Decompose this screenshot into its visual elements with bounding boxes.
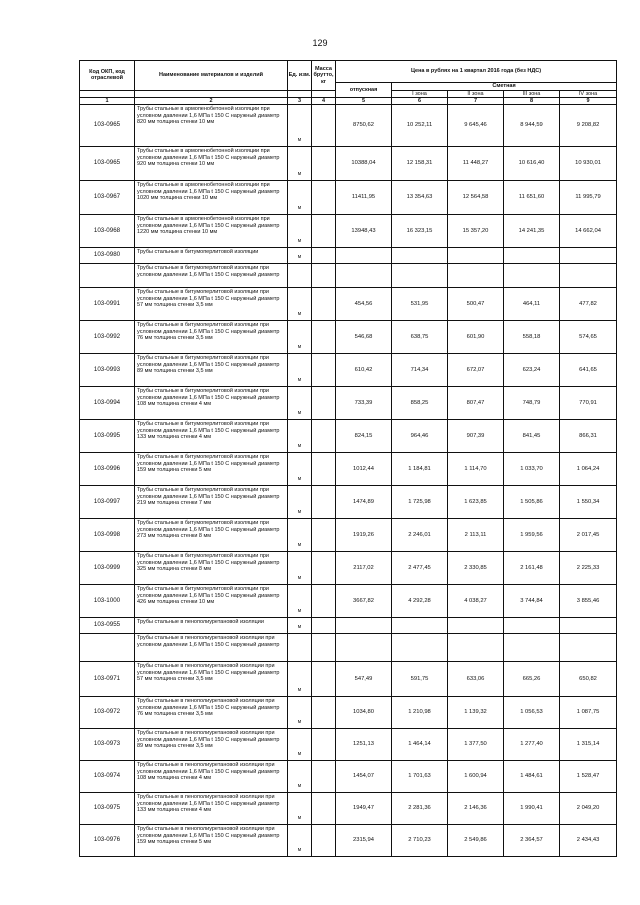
table-row	[80, 761, 617, 793]
item-code: 103-0994	[80, 387, 135, 420]
zone-3-price: 8 944,59	[504, 105, 560, 147]
table-row	[80, 387, 617, 420]
item-mass	[312, 552, 336, 585]
release-price: 1012,44	[336, 453, 392, 486]
release-price: 1251,13	[336, 729, 392, 761]
item-code: 103-0971	[80, 662, 135, 697]
item-name: Трубы стальные в битумоперлитовой изоляции при условном давлении 1,6 МПа t 150 С наружный диаметр 325 мм толщина стенки 8 мм	[135, 552, 288, 585]
item-name: Трубы стальные в пенополиуретановой изоляции при условном давлении 1,6 МПа t 150 С наружный диаметр 108 мм толщина стенки 4 мм	[135, 761, 288, 793]
item-mass	[312, 793, 336, 825]
release-price: 454,56	[336, 288, 392, 321]
release-price: 1919,26	[336, 519, 392, 552]
item-code: 103-0980	[80, 248, 135, 264]
item-name: Трубы стальные в пенополиуретановой изоляции при условном давлении 1,6 МПа t 150 С наружный диаметр 133 мм толщина стенки 4 мм	[135, 793, 288, 825]
item-mass	[312, 825, 336, 857]
zone-3-price: 2 161,48	[504, 552, 560, 585]
item-unit: м	[288, 662, 312, 697]
zone-4-price: 10 930,01	[560, 147, 617, 181]
zone-4-price	[560, 264, 617, 288]
release-price: 2117,02	[336, 552, 392, 585]
item-unit	[288, 264, 312, 288]
item-mass	[312, 248, 336, 264]
zone-3-price: 841,45	[504, 420, 560, 453]
zone-2-price: 15 357,20	[448, 215, 504, 248]
zone-4-price: 477,82	[560, 288, 617, 321]
release-price: 1454,07	[336, 761, 392, 793]
release-price: 1034,80	[336, 697, 392, 729]
table-row	[80, 105, 617, 147]
zone-3-price: 1 505,86	[504, 486, 560, 519]
item-mass	[312, 585, 336, 618]
zone-2-price: 11 448,27	[448, 147, 504, 181]
header-code: Код ОКП, код отраслевой	[80, 61, 135, 91]
zone-1-price: 1 210,98	[392, 697, 448, 729]
item-mass	[312, 288, 336, 321]
zone-1-price: 964,46	[392, 420, 448, 453]
zone-2-price: 672,07	[448, 354, 504, 387]
zone-4-price	[560, 618, 617, 634]
item-unit: м	[288, 825, 312, 857]
table-row	[80, 354, 617, 387]
table-row	[80, 147, 617, 181]
zone-4-price: 2 017,45	[560, 519, 617, 552]
zone-2-price: 1 377,50	[448, 729, 504, 761]
item-unit: м	[288, 181, 312, 215]
zone-2-price	[448, 634, 504, 662]
zone-2-price: 2 146,36	[448, 793, 504, 825]
zone-4-price: 650,82	[560, 662, 617, 697]
zone-2-price: 633,06	[448, 662, 504, 697]
zone-4-price: 11 995,79	[560, 181, 617, 215]
item-mass	[312, 519, 336, 552]
item-name: Трубы стальные в армопенобетонной изоляции при условном давлении 1,6 МПа t 150 С наружный диаметр 1020 мм толщина стенки 10 мм	[135, 181, 288, 215]
zone-1-price: 2 246,01	[392, 519, 448, 552]
header-zone-4: IV зона	[560, 90, 617, 98]
zone-4-price	[560, 634, 617, 662]
release-price: 1474,89	[336, 486, 392, 519]
item-unit: м	[288, 288, 312, 321]
item-mass	[312, 147, 336, 181]
item-mass	[312, 618, 336, 634]
zone-4-price: 574,65	[560, 321, 617, 354]
zone-2-price	[448, 618, 504, 634]
item-name: Трубы стальные в армопенобетонной изоляции при условном давлении 1,6 МПа t 150 С наружный диаметр 1220 мм толщина стенки 10 мм	[135, 215, 288, 248]
item-unit: м	[288, 215, 312, 248]
item-mass	[312, 105, 336, 147]
zone-4-price: 1 064,24	[560, 453, 617, 486]
column-number-row	[80, 98, 617, 105]
zone-3-price: 464,11	[504, 288, 560, 321]
item-unit: м	[288, 321, 312, 354]
table-row	[80, 825, 617, 857]
zone-4-price: 866,31	[560, 420, 617, 453]
column-number: 5	[336, 98, 392, 105]
item-code: 103-0997	[80, 486, 135, 519]
item-code: 103-0973	[80, 729, 135, 761]
item-code: 103-0965	[80, 105, 135, 147]
header-zone-3: III зона	[504, 90, 560, 98]
item-code	[80, 264, 135, 288]
release-price: 13948,43	[336, 215, 392, 248]
item-mass	[312, 215, 336, 248]
item-name: Трубы стальные в битумоперлитовой изоляции при условном давлении 1,6 МПа t 150 С наружный диаметр 273 мм толщина стенки 8 мм	[135, 519, 288, 552]
item-name: Трубы стальные в битумоперлитовой изоляции при условном давлении 1,6 МПа t 150 С наружный диаметр 426 мм толщина стенки 10 мм	[135, 585, 288, 618]
table-row	[80, 215, 617, 248]
item-name: Трубы стальные в битумоперлитовой изоляции при условном давлении 1,6 МПа t 150 С наружный диаметр 89 мм толщина стенки 3,5 мм	[135, 354, 288, 387]
item-unit: м	[288, 248, 312, 264]
zone-1-price: 591,75	[392, 662, 448, 697]
zone-4-price: 1 087,75	[560, 697, 617, 729]
column-number: 1	[80, 98, 135, 105]
item-name: Трубы стальные в битумоперлитовой изоляции при условном давлении 1,6 МПа t 150 С наружный диаметр 57 мм толщина стенки 3,5 мм	[135, 288, 288, 321]
zone-1-price: 638,75	[392, 321, 448, 354]
zone-1-price: 1 725,98	[392, 486, 448, 519]
column-number: 9	[560, 98, 617, 105]
item-unit: м	[288, 761, 312, 793]
column-number: 3	[288, 98, 312, 105]
zone-4-price: 1 315,14	[560, 729, 617, 761]
item-unit: м	[288, 147, 312, 181]
zone-4-price: 9 208,82	[560, 105, 617, 147]
zone-2-price: 12 564,58	[448, 181, 504, 215]
table-row	[80, 486, 617, 519]
zone-4-price: 1 528,47	[560, 761, 617, 793]
zone-1-price	[392, 634, 448, 662]
zone-1-price: 4 292,28	[392, 585, 448, 618]
zone-3-price: 1 056,53	[504, 697, 560, 729]
item-unit: м	[288, 729, 312, 761]
item-name: Трубы стальные в пенополиуретановой изоляции при условном давлении 1,6 МПа t 150 С наружный диаметр 159 мм толщина стенки 5 мм	[135, 825, 288, 857]
item-code: 103-0976	[80, 825, 135, 857]
zone-2-price: 601,90	[448, 321, 504, 354]
header-zone-2: II зона	[448, 90, 504, 98]
release-price: 733,39	[336, 387, 392, 420]
item-code: 103-0996	[80, 453, 135, 486]
zone-1-price: 1 464,14	[392, 729, 448, 761]
zone-1-price: 10 252,11	[392, 105, 448, 147]
zone-2-price: 4 038,27	[448, 585, 504, 618]
zone-2-price: 907,39	[448, 420, 504, 453]
zone-1-price: 16 323,15	[392, 215, 448, 248]
zone-1-price: 858,25	[392, 387, 448, 420]
zone-1-price	[392, 618, 448, 634]
release-price: 8750,62	[336, 105, 392, 147]
item-unit: м	[288, 552, 312, 585]
item-mass	[312, 761, 336, 793]
item-mass	[312, 181, 336, 215]
zone-4-price: 2 225,33	[560, 552, 617, 585]
zone-2-price: 2 549,86	[448, 825, 504, 857]
item-code: 103-0975	[80, 793, 135, 825]
column-number: 7	[448, 98, 504, 105]
item-name: Трубы стальные в битумоперлитовой изоляции при условном давлении 1,6 МПа t 150 С наружный диаметр 219 мм толщина стенки 7 мм	[135, 486, 288, 519]
zone-1-price: 2 281,36	[392, 793, 448, 825]
zone-4-price: 2 049,20	[560, 793, 617, 825]
item-code: 103-0972	[80, 697, 135, 729]
item-name: Трубы стальные в битумоперлитовой изоляции при условном давлении 1,6 МПа t 150 С наружный диаметр 76 мм толщина стенки 3,5 мм	[135, 321, 288, 354]
column-number: 2	[135, 98, 288, 105]
release-price: 3667,82	[336, 585, 392, 618]
item-unit	[288, 634, 312, 662]
item-code: 103-0965	[80, 147, 135, 181]
release-price: 546,68	[336, 321, 392, 354]
header-name: Наименование материалов и изделий	[135, 61, 288, 91]
zone-3-price: 665,26	[504, 662, 560, 697]
item-code	[80, 634, 135, 662]
table-row	[80, 264, 617, 288]
item-mass	[312, 420, 336, 453]
release-price: 547,49	[336, 662, 392, 697]
table-row	[80, 288, 617, 321]
item-name: Трубы стальные в битумоперлитовой изоляции при условном давлении 1,6 МПа t 150 С наружный диаметр 108 мм толщина стенки 4 мм	[135, 387, 288, 420]
item-code: 103-0974	[80, 761, 135, 793]
release-price	[336, 634, 392, 662]
item-unit: м	[288, 618, 312, 634]
table-row	[80, 519, 617, 552]
table-row	[80, 420, 617, 453]
zone-3-price: 14 241,35	[504, 215, 560, 248]
release-price: 610,42	[336, 354, 392, 387]
table-header	[80, 61, 617, 105]
zone-3-price	[504, 264, 560, 288]
zone-1-price: 1 701,63	[392, 761, 448, 793]
table-row	[80, 662, 617, 697]
column-number: 8	[504, 98, 560, 105]
zone-2-price: 9 645,46	[448, 105, 504, 147]
zone-2-price	[448, 248, 504, 264]
header-price: Цена в рублях на 1 квартал 2016 года (без НДС)	[336, 61, 617, 83]
item-unit: м	[288, 793, 312, 825]
item-unit: м	[288, 387, 312, 420]
zone-4-price: 3 855,46	[560, 585, 617, 618]
item-unit: м	[288, 420, 312, 453]
table-row	[80, 697, 617, 729]
item-unit: м	[288, 697, 312, 729]
zone-2-price: 500,47	[448, 288, 504, 321]
item-mass	[312, 354, 336, 387]
header-unit: Ед. изм.	[288, 61, 312, 91]
item-name: Трубы стальные в битумоперлитовой изоляции при условном давлении 1,6 МПа t 150 С наружный диаметр 159 мм толщина стенки 5 мм	[135, 453, 288, 486]
zone-3-price: 1 990,41	[504, 793, 560, 825]
header-release-price: отпускная	[336, 83, 392, 98]
item-name: Трубы стальные в пенополиуретановой изоляции	[135, 618, 288, 634]
zone-2-price	[448, 264, 504, 288]
release-price: 1949,47	[336, 793, 392, 825]
column-number: 6	[392, 98, 448, 105]
release-price: 824,15	[336, 420, 392, 453]
table-row	[80, 585, 617, 618]
item-name: Трубы стальные в пенополиуретановой изоляции при условном давлении 1,6 МПа t 150 С наружный диаметр 89 мм толщина стенки 3,5 мм	[135, 729, 288, 761]
table-row	[80, 618, 617, 634]
table-row	[80, 248, 617, 264]
table-row	[80, 552, 617, 585]
item-name: Трубы стальные в пенополиуретановой изоляции при условном давлении 1,6 МПа t 150 С наружный диаметр	[135, 634, 288, 662]
zone-4-price	[560, 248, 617, 264]
zone-3-price: 1 277,40	[504, 729, 560, 761]
table-row	[80, 729, 617, 761]
item-name: Трубы стальные в битумоперлитовой изоляции при условном давлении 1,6 МПа t 150 С наружный диаметр	[135, 264, 288, 288]
item-name: Трубы стальные в армопенобетонной изоляции при условном давлении 1,6 МПа t 150 С наружный диаметр 820 мм толщина стенки 10 мм	[135, 105, 288, 147]
zone-3-price: 1 033,70	[504, 453, 560, 486]
zone-3-price: 3 744,84	[504, 585, 560, 618]
item-mass	[312, 321, 336, 354]
zone-4-price: 770,91	[560, 387, 617, 420]
item-code: 103-0968	[80, 215, 135, 248]
zone-1-price	[392, 248, 448, 264]
zone-3-price: 1 484,61	[504, 761, 560, 793]
item-name: Трубы стальные в армопенобетонной изоляции при условном давлении 1,6 МПа t 150 С наружный диаметр 920 мм толщина стенки 10 мм	[135, 147, 288, 181]
zone-2-price: 2 113,11	[448, 519, 504, 552]
item-mass	[312, 486, 336, 519]
column-number: 4	[312, 98, 336, 105]
zone-2-price: 1 623,85	[448, 486, 504, 519]
release-price	[336, 264, 392, 288]
zone-3-price	[504, 618, 560, 634]
zone-3-price: 10 616,40	[504, 147, 560, 181]
zone-1-price	[392, 264, 448, 288]
zone-3-price	[504, 248, 560, 264]
zone-3-price: 558,18	[504, 321, 560, 354]
item-code: 103-0993	[80, 354, 135, 387]
item-code: 103-0967	[80, 181, 135, 215]
header-estimate-price: Сметная	[392, 83, 617, 91]
table-row	[80, 321, 617, 354]
item-name: Трубы стальные в пенополиуретановой изоляции при условном давлении 1,6 МПа t 150 С наружный диаметр 76 мм толщина стенки 3,5 мм	[135, 697, 288, 729]
zone-1-price: 1 184,81	[392, 453, 448, 486]
item-code: 103-0995	[80, 420, 135, 453]
zone-1-price: 12 158,31	[392, 147, 448, 181]
zone-2-price: 1 114,70	[448, 453, 504, 486]
release-price: 11411,95	[336, 181, 392, 215]
zone-3-price: 1 959,56	[504, 519, 560, 552]
item-code: 103-0998	[80, 519, 135, 552]
zone-2-price: 2 330,85	[448, 552, 504, 585]
item-name: Трубы стальные в битумоперлитовой изоляции при условном давлении 1,6 МПа t 150 С наружный диаметр 133 мм толщина стенки 4 мм	[135, 420, 288, 453]
item-mass	[312, 729, 336, 761]
release-price	[336, 248, 392, 264]
item-unit: м	[288, 519, 312, 552]
zone-2-price: 807,47	[448, 387, 504, 420]
item-unit: м	[288, 354, 312, 387]
header-mass: Масса брутто, кг	[312, 61, 336, 91]
zone-4-price: 1 550,34	[560, 486, 617, 519]
zone-3-price: 623,24	[504, 354, 560, 387]
item-unit: м	[288, 486, 312, 519]
price-table	[79, 60, 617, 857]
zone-3-price	[504, 634, 560, 662]
zone-1-price: 714,34	[392, 354, 448, 387]
release-price: 2315,94	[336, 825, 392, 857]
header-zone-1: I зона	[392, 90, 448, 98]
table-row	[80, 793, 617, 825]
zone-2-price: 1 600,94	[448, 761, 504, 793]
item-unit: м	[288, 453, 312, 486]
item-unit: м	[288, 585, 312, 618]
item-name: Трубы стальные в пенополиуретановой изоляции при условном давлении 1,6 МПа t 150 С наружный диаметр 57 мм толщина стенки 3,5 мм	[135, 662, 288, 697]
zone-4-price: 641,65	[560, 354, 617, 387]
item-mass	[312, 264, 336, 288]
table-row	[80, 181, 617, 215]
item-code: 103-0992	[80, 321, 135, 354]
zone-1-price: 13 354,63	[392, 181, 448, 215]
item-name: Трубы стальные в битумоперлитовой изоляции	[135, 248, 288, 264]
page-number: 129	[312, 38, 328, 48]
release-price: 10388,04	[336, 147, 392, 181]
table-body	[80, 105, 617, 857]
item-code: 103-0999	[80, 552, 135, 585]
item-unit: м	[288, 105, 312, 147]
table-row	[80, 634, 617, 662]
item-code: 103-0991	[80, 288, 135, 321]
item-mass	[312, 634, 336, 662]
zone-3-price: 11 651,60	[504, 181, 560, 215]
item-mass	[312, 662, 336, 697]
zone-4-price: 14 662,04	[560, 215, 617, 248]
item-mass	[312, 453, 336, 486]
table-row	[80, 453, 617, 486]
item-code: 103-1000	[80, 585, 135, 618]
zone-2-price: 1 139,32	[448, 697, 504, 729]
item-code: 103-0955	[80, 618, 135, 634]
item-mass	[312, 387, 336, 420]
zone-3-price: 748,79	[504, 387, 560, 420]
release-price	[336, 618, 392, 634]
zone-1-price: 531,95	[392, 288, 448, 321]
zone-3-price: 2 364,57	[504, 825, 560, 857]
zone-1-price: 2 710,23	[392, 825, 448, 857]
item-mass	[312, 697, 336, 729]
zone-4-price: 2 434,43	[560, 825, 617, 857]
zone-1-price: 2 477,45	[392, 552, 448, 585]
